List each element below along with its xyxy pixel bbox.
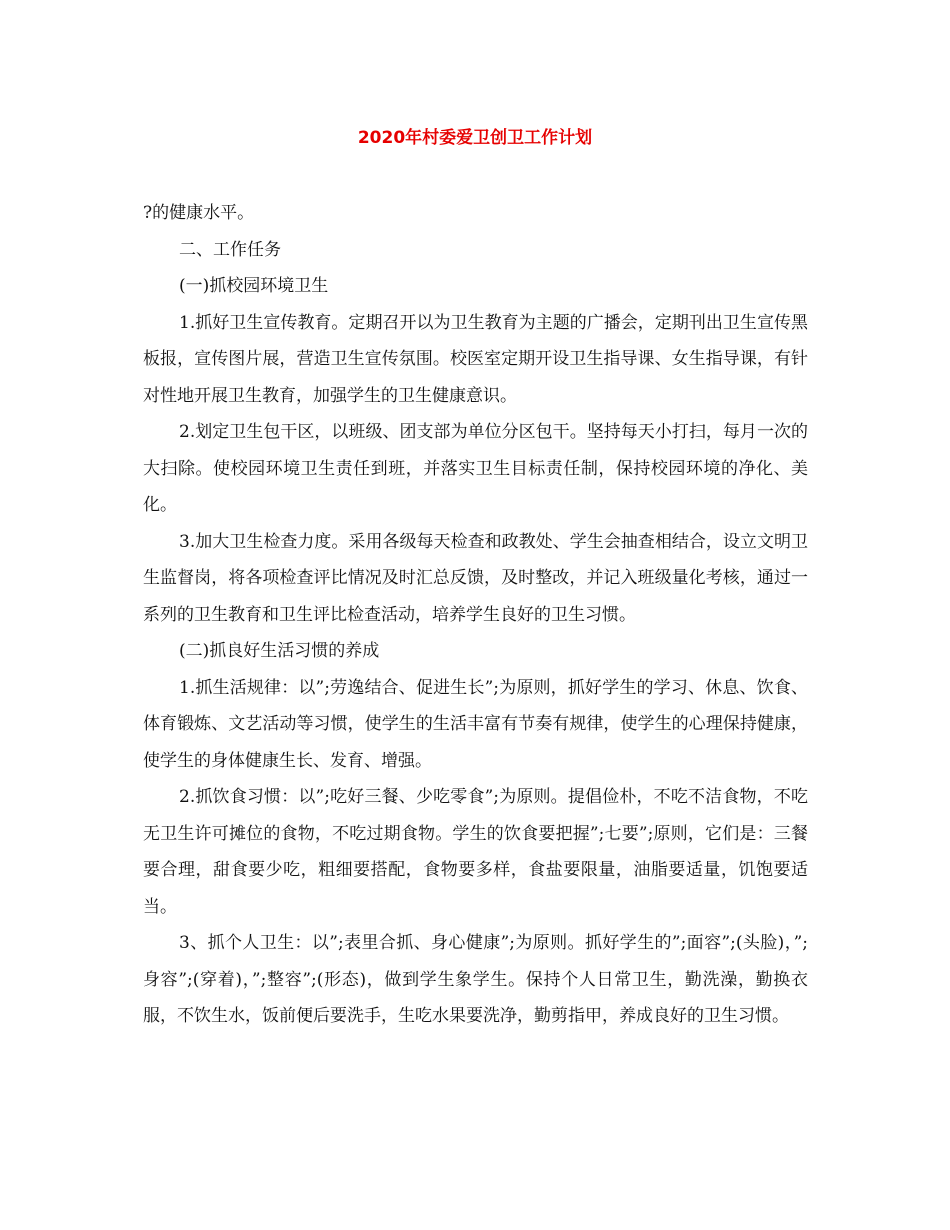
paragraph-continuation: ?的健康水平。 (143, 203, 255, 223)
paragraph-personal-hygiene: 3、抓个人卫生：以”;表里合抓、身心健康”;为原则。抓好学生的”;面容”;(头脸)，”;身容”;(穿着)，”;整容”;(形态)，做到学生象学生。保持个人日常卫生，勤洗澡，勤换衣服，不饮生水，饭前便后要洗手，生吃水果要洗净，勤剪指甲，养成良好的卫生习惯。 (143, 933, 808, 1026)
paragraph-eating-habits: 2.抓饮食习惯：以”;吃好三餐、少吃零食”;为原则。提倡俭朴，不吃不洁食物，不吃无卫生许可摊位的食物，不吃过期食物。学生的饮食要把握”;七要”;原则，它们是：三餐要合理，甜食要少吃，粗细要搭配，食物要多样，食盐要限量，油脂要适量，饥饱要适当。 (143, 787, 808, 917)
paragraph-hygiene-education: 1.抓好卫生宣传教育。定期召开以为卫生教育为主题的广播会，定期刊出卫生宣传黑板报，宣传图片展，营造卫生宣传氛围。校医室定期开设卫生指导课、女生指导课，有针对性地开展卫生教育，加强学生的卫生健康意识。 (143, 312, 808, 406)
paragraph-cleaning-zones: 2.划定卫生包干区，以班级、团支部为单位分区包干。坚持每天小打扫，每月一次的大扫除。使校园环境卫生责任到班，并落实卫生目标责任制，保持校园环境的净化、美化。 (143, 422, 808, 515)
document-body (143, 195, 808, 1035)
document-title: 2020年村委爱卫创卫工作计划 (357, 128, 593, 148)
section-heading-tasks: 二、工作任务 (179, 239, 281, 260)
paragraph-life-routine: 1.抓生活规律：以”;劳逸结合、促进生长”;为原则，抓好学生的学习、休息、饮食、体育锻炼、文艺活动等习惯，使学生的生活丰富有节奏有规律，使学生的心理保持健康，使学生的身体健康生长、发育、增强。 (143, 677, 808, 771)
subsection-heading-campus-environment: (一)抓校园环境卫生 (179, 276, 329, 296)
paragraph-inspection: 3.加大卫生检查力度。采用各级每天检查和政教处、学生会抽查相结合，设立文明卫生监督岗，将各项检查评比情况及时汇总反馈，及时整改，并记入班级量化考核，通过一系列的卫生教育和卫生评比检查活动，培养学生良好的卫生习惯。 (143, 531, 808, 625)
subsection-heading-living-habits: (二)抓良好生活习惯的养成 (179, 641, 380, 661)
